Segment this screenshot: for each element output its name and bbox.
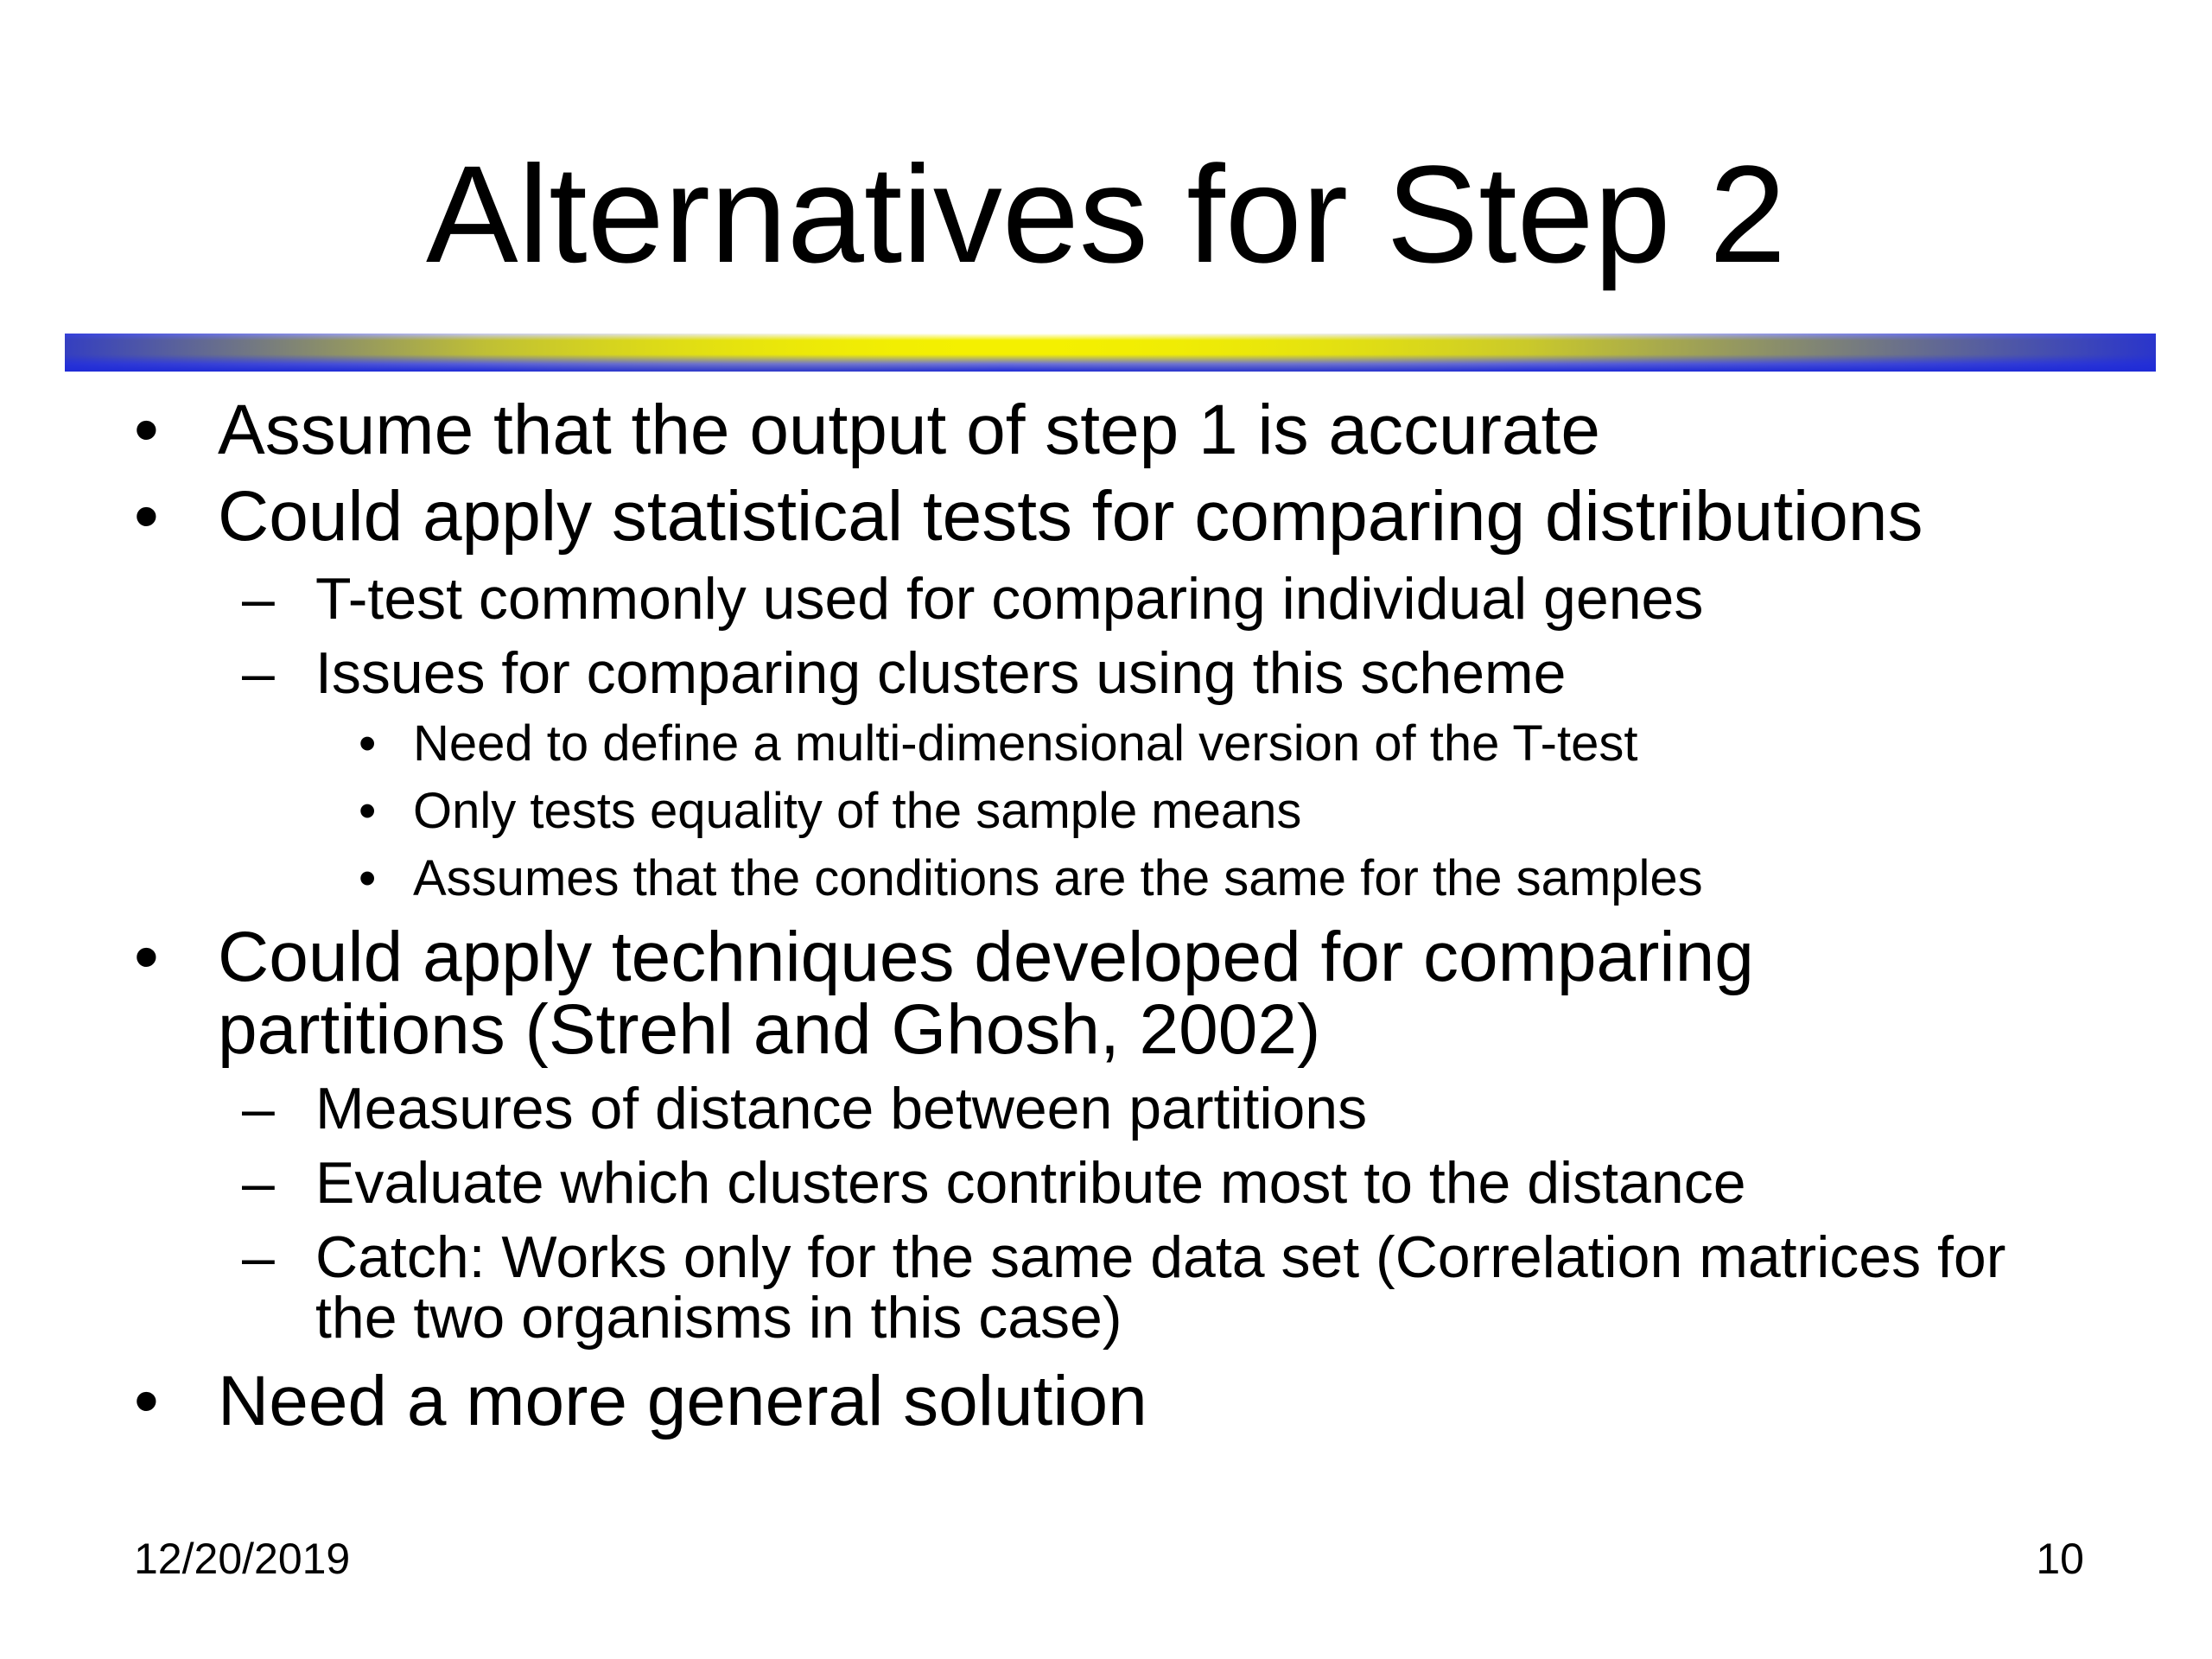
sub-bullet-item-line-1: Catch: Works only for the same data set (Correlation matrices for [315, 1224, 2006, 1290]
sub-bullet-item: Issues for comparing clusters using this scheme [315, 640, 1567, 706]
sub-bullet-marker: – [242, 1076, 275, 1141]
bullet-item: Need a more general solution [218, 1362, 1147, 1440]
footer-date: 12/20/2019 [134, 1535, 351, 1583]
slide-title: Alternatives for Step 2 [425, 137, 1787, 291]
sub-bullet-item: Evaluate which clusters contribute most to the distance [315, 1150, 1746, 1216]
sub-sub-bullet-item: Need to define a multi-dimensional version of the T-test [413, 715, 1638, 772]
footer-page-number: 10 [2036, 1535, 2084, 1583]
bullet-marker: • [134, 391, 159, 469]
sub-bullet-marker: – [242, 1224, 275, 1290]
bullet-item: Could apply statistical tests for comparing distributions [218, 477, 1923, 556]
sub-bullet-item: T-test commonly used for comparing individual genes [315, 566, 1704, 632]
bullet-item: Assume that the output of step 1 is accurate [218, 391, 1600, 469]
bullet-item-line-1: Could apply techniques developed for comparing [218, 918, 1754, 996]
sub-sub-bullet-marker: • [359, 850, 377, 906]
sub-bullet-marker: – [242, 1150, 275, 1216]
sub-bullet-marker: – [242, 640, 275, 706]
sub-bullet-item: Measures of distance between partitions [315, 1076, 1368, 1141]
sub-bullet-item-line-2: the two organisms in this case) [315, 1285, 1122, 1351]
sub-bullet-marker: – [242, 566, 275, 632]
sub-sub-bullet-marker: • [359, 783, 377, 839]
bullet-marker: • [134, 918, 159, 996]
bullet-item-line-2: partitions (Strehl and Ghosh, 2002) [218, 990, 1321, 1069]
sub-sub-bullet-item: Assumes that the conditions are the same for the samples [413, 850, 1703, 906]
bullet-marker: • [134, 1362, 159, 1440]
bullet-marker: • [134, 477, 159, 556]
sub-sub-bullet-item: Only tests equality of the sample means [413, 783, 1302, 839]
sub-sub-bullet-marker: • [359, 715, 377, 772]
